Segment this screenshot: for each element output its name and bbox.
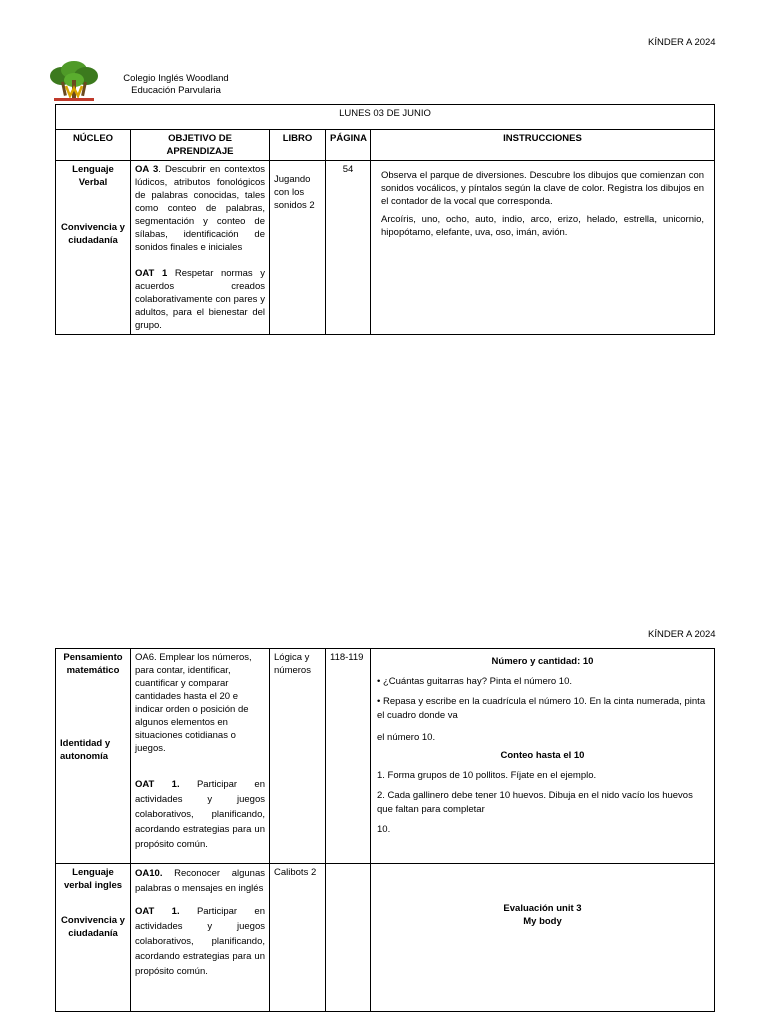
oat-text: Participar en actividades y juegos colaborativos, planificando, acordando estrategias para un propósito común. (135, 906, 265, 977)
table-row (56, 161, 715, 335)
instruction-item: • ¿Cuántas guitarras hay? Pinta el número 10. (377, 676, 573, 687)
school-subtitle: Educación Parvularia (131, 85, 221, 96)
col-header-nucleo: NÚCLEO (56, 130, 131, 161)
planning-table-day-2 (55, 648, 715, 1012)
instrucciones-cell (371, 649, 715, 864)
instruction-item: 10. (377, 824, 391, 835)
planning-table-day (55, 104, 715, 335)
nucleo-secondary: Convivencia y ciudadanía (61, 222, 125, 246)
instruction-text: Observa el parque de diversiones. Descubre los dibujos que comienzan con sonidos vocálicos, y píntalos según la clave de color. Registra los dibujos en el contador de la vocal que corresponda. (381, 170, 705, 207)
objetivo-cell (131, 649, 270, 864)
col-header-objetivo: OBJETIVO DE APRENDIZAJE (131, 130, 270, 161)
school-logo-icon (48, 60, 100, 104)
col-header-instrucciones: INSTRUCCIONES (371, 130, 715, 161)
instruction-item: • Repasa y escribe en la cuadrícula el número 10. En la cinta numerada, pinta el cuadro donde va (377, 696, 706, 721)
libro-cell: Calibots 2 (270, 864, 326, 1012)
libro-cell: Jugando con los sonidos 2 (270, 161, 326, 335)
oat-label: OAT 1. (135, 906, 180, 917)
nucleo-secondary: Identidad y autonomía (60, 738, 111, 762)
libro-cell: Lógica y números (270, 649, 326, 864)
nucleo-cell (56, 864, 131, 1012)
oat-label: OAT 1 (135, 268, 168, 279)
page-header-course-2: KÍNDER A 2024 (648, 629, 716, 640)
instrucciones-cell (371, 161, 715, 335)
pagina-cell: 54 (326, 161, 371, 335)
col-header-libro: LIBRO (270, 130, 326, 161)
table-row (56, 864, 715, 1012)
instrucciones-cell (371, 864, 715, 1012)
nucleo-primary: Pensamiento matemático (63, 652, 123, 676)
pagina-cell: 118-119 (326, 649, 371, 864)
nucleo-cell (56, 161, 131, 335)
evaluation-subtitle: My body (523, 916, 562, 927)
oat-label: OAT 1. (135, 779, 180, 790)
oa-text: OA6. Emplear los números, para contar, identificar, cuantificar y comparar cantidades hasta el 20 e indicar orden o posición de algunos elementos en situaciones cotidianas o juegos. (135, 652, 252, 754)
instruction-words: Arcoíris, uno, ocho, auto, indio, arco, erizo, helado, estrella, unicornio, hipopótamo, elefante, uva, oso, imán, avión. (381, 214, 705, 238)
nucleo-primary: Lenguaje verbal ingles (63, 867, 123, 891)
instruction-title: Conteo hasta el 10 (500, 750, 585, 761)
oa-text: . Descubrir en contextos lúdicos, atributos fonológicos de palabras conocidas, tales como conteo de palabras, segmentación y conteo de sílabas, identificación de sonidos finales e iniciales (135, 164, 266, 253)
objetivo-cell (131, 161, 270, 335)
pagina-cell (326, 864, 371, 1012)
oa-label: OA10. (135, 868, 163, 879)
school-name: Colegio Inglés Woodland (123, 73, 229, 84)
nucleo-secondary: Convivencia y ciudadanía (61, 915, 125, 939)
oat-text: Participar en actividades y juegos colaborativos, planificando, acordando estrategias para un propósito común. (135, 779, 265, 850)
instruction-item: 2. Cada gallinero debe tener 10 huevos. Dibuja en el nido vacío los huevos que faltan para completar (377, 790, 693, 815)
col-header-pagina: PÁGINA (326, 130, 371, 161)
objetivo-cell (131, 864, 270, 1012)
oat-text: Respetar normas y acuerdos creados colaborativamente con pares y adultos, para el bienestar del grupo. (135, 268, 265, 331)
nucleo-primary: Lenguaje Verbal (72, 164, 114, 188)
page-header-course: KÍNDER A 2024 (648, 37, 716, 48)
instruction-item: 1. Forma grupos de 10 pollitos. Fíjate en el ejemplo. (377, 770, 597, 781)
oa-text: Reconocer algunas palabras o mensajes en inglés (135, 868, 265, 894)
nucleo-cell (56, 649, 131, 864)
oa-label: OA 3 (135, 164, 159, 175)
instruction-item: el número 10. (377, 732, 436, 743)
evaluation-title: Evaluación unit 3 (503, 903, 582, 914)
instruction-title: Número y cantidad: 10 (491, 656, 594, 667)
table-row (56, 649, 715, 864)
school-heading (116, 73, 236, 97)
date-title: LUNES 03 DE JUNIO (56, 105, 715, 130)
